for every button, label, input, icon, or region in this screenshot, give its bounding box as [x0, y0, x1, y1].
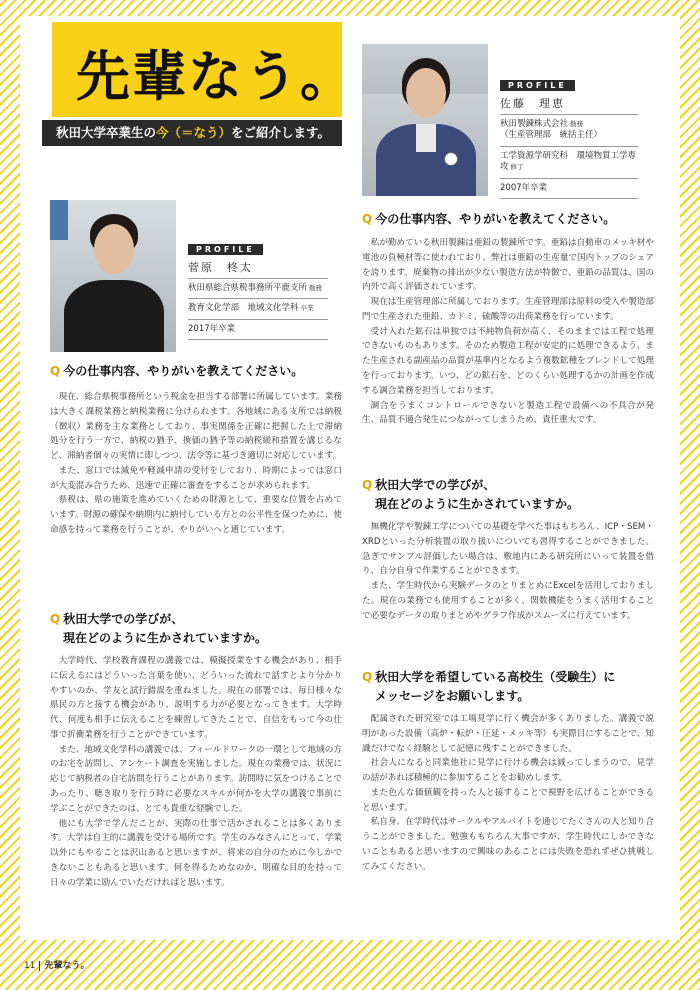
question-text-line2: 現在どのように生かされていますか。 [375, 496, 580, 511]
subtitle-pre: 秋田大学卒業生の [56, 125, 157, 140]
paragraph: また、窓口では減免や軽減申請の受付をしており、時期によっては窓口が大変混み合うため、迅速で正確に審査をすることが求められます。 [50, 465, 342, 491]
footer-divider [39, 961, 40, 971]
question-text: 今の仕事内容、やりがいを教えてください。 [63, 364, 304, 378]
profile-org-name: 秋田製錬株式会社 [500, 119, 569, 129]
paragraph: 県税は、県の施策を進めていくための財源として、重要な位置を占めています。財源の確保や納期内に納付している方との公平性を保つために、使命感を持って業務を行うことが、やりがいへと通じています。 [50, 495, 342, 536]
paragraph: 受け入れた鉱石は単独では不純物負荷が高く、そのままでは工程で処理できないものもあります。そのため製造工程が安定的に処理できるよう、また生産される副産品の品質が基準内となるよう複数鉱種をブレンドして処理を行っております。いつ、どの鉱石を、どのくらい処理するかの計画を作成する調合業務を担当しております。 [362, 326, 654, 396]
paragraph: 私が勤めている秋田製錬は亜鉛の製錬所です。亜鉛は自動車のメッキ材や電池の負極材等に使われており、弊社は亜鉛の生産量で国内トップのシェアを誇ります。廃棄物の排出が少ない製造方法が特徴で、亜鉛の品質は、国の内外で高く評価されています。 [362, 238, 654, 293]
profile-year: 2017年卒業 [188, 320, 328, 340]
right-question-1 [362, 210, 662, 229]
paragraph: 現在、総合県税事務所という税金を担当する部署に所属しています。業務は大きく課税業務と納税業務に分けられます。各地域にある支所では納税（徴収）業務を主な業務としており、事実関係を正確に把握した上で滞納処分を行う一方で、納税の猶予、換価の猶予等の納税緩和措置を講じるなど、滞納者個々の実情に即しつつ、法令等に基づき適切に対応しています。 [50, 392, 342, 462]
right-answer-1 [362, 236, 654, 428]
left-answer-2 [50, 654, 342, 891]
question-icon: Q [362, 212, 373, 226]
question-text: 秋田大学での学びが、 [63, 612, 184, 626]
question-icon: Q [362, 478, 373, 492]
question-icon: Q [50, 364, 61, 378]
paragraph: 現在は生産管理部に所属しております。生産管理部は原料の受入や製造部門で生産された亜鉛、カドミ、硫酸等の出荷業務を行っています。 [362, 297, 654, 322]
profile-dept-name: 工学資源学研究科 環境物質工学専攻 [500, 150, 637, 173]
profile-sato [500, 80, 638, 199]
profile-dept-suffix: 卒業 [300, 304, 314, 313]
paragraph: 配属された研究室では工場見学に行く機会が多くありました。講義で説明があった設備（高炉・転炉・圧延・メッキ等）も実際目にすることで、知識だけでなく経験として記憶に残すことができました。 [362, 714, 654, 754]
profile-org-suffix: 勤務 [309, 284, 323, 292]
profile-sugawara [188, 244, 328, 340]
paragraph: 社会人になると同業他社に見学に行ける機会は減ってしまうので、見学の話があれば積極的に参加することをお勧めします。 [362, 758, 654, 784]
right-answer-3 [362, 712, 654, 875]
portrait-photo-sato [362, 44, 488, 196]
subtitle-highlight: 今（＝なう） [156, 125, 232, 140]
footer-title: 先輩なう。 [44, 961, 90, 971]
profile-year: 2007年卒業 [500, 179, 638, 199]
paragraph: また、地域文化学科の講義では、フィールドワークの一環として地域の方のお宅を訪問し、アンケート調査を実施しました。現在の業務では、状況に応じて納税者の自宅訪問を行うことがあります。訪問時に気をつけることであったり、聴き取りを行う時に必要なスキルが何かを大学の講義で事前に学ぶことができたのは、とても貴重な経験でした。 [50, 744, 342, 814]
profile-org-name: 秋田県総合県税事務所平鹿支所 [188, 283, 308, 293]
paragraph: 無機化学や製錬工学についての基礎を学べた事はもちろん、ICP・SEM・XRDといった分析装置の取り扱いについても習得することができました。急ぎでサンプル評価したい場合は、敷地内にある研究所にいって装置を借り、自分自身で作業することができます。 [362, 522, 654, 577]
question-icon: Q [362, 670, 373, 684]
question-text: 今の仕事内容、やりがいを教えてください。 [375, 212, 616, 226]
page-title: 先輩なう。 [76, 45, 356, 108]
right-question-3 [362, 668, 662, 705]
question-text: 秋田大学を希望している高校生（受験生）に [375, 670, 616, 684]
paragraph: また色んな価値観を持った人と接することで視野を広げることができると思います。 [362, 787, 654, 813]
profile-dept-name: 教育文化学部 地域文化学科 [188, 303, 299, 314]
page-subtitle [42, 120, 342, 146]
question-text-line2: 現在どのように生かされていますか。 [63, 630, 268, 645]
paragraph: 調合をうまくコントロールできないと製造工程で設備への不具合が発生、品質不適合発生につながってしまうため、責任重大です。 [362, 400, 654, 426]
profile-org [188, 279, 328, 299]
profile-dept-suffix: 修了 [510, 163, 524, 172]
profile-tag: PROFILE [188, 244, 263, 255]
subtitle-post: をご紹介します。 [231, 125, 331, 140]
question-text-line2: メッセージをお願いします。 [375, 688, 530, 703]
page-number: 11 [24, 961, 36, 971]
profile-role: （生産管理部 統括主任） [500, 130, 603, 141]
question-text: 秋田大学での学びが、 [375, 478, 496, 492]
left-question-2 [50, 610, 350, 647]
profile-dept [500, 147, 638, 179]
left-answer-1 [50, 390, 342, 538]
paragraph: また、学生時代から実験データのとりまとめにExcelを活用しておりました。現在の業務でも使用することが多く、関数機能をうまく活用することで必要なデータの取りまとめやグラフ作成がスムーズに行えています。 [362, 581, 654, 621]
right-answer-2 [362, 520, 654, 623]
profile-tag: PROFILE [500, 80, 575, 91]
profile-org-suffix: 勤務 [570, 120, 584, 128]
profile-name: 佐藤 理恵 [500, 95, 638, 115]
left-question-1 [50, 362, 350, 381]
page-footer [24, 958, 89, 971]
profile-name: 菅原 柊太 [188, 259, 328, 279]
paragraph: 他にも大学で学んだことが、実際の仕事で活かされることは多くあります。大学は自主的に講義を受ける場所です。学生のみなさんにとって、学業以外にもやることは沢山あると思いますが、将来の自分のために今しかできないこともあると思います。何を得るためなのか、明確な目的を持って日々の学業に励んでいただければと思います。 [50, 818, 342, 888]
profile-dept [188, 299, 328, 319]
right-question-2 [362, 476, 662, 513]
portrait-photo-sugawara [50, 200, 176, 352]
profile-org [500, 115, 638, 147]
paragraph: 私自身、在学時代はサークルやアルバイトを通じてたくさんの人と知り合うことができました。勉強ももちろん大事ですが、学生時代にしかできないこともあると思いますので興味のあることには失敗を恐れずぜひ挑戦してみてください。 [362, 817, 654, 872]
paragraph: 大学時代、学校教育課程の講義では、模擬授業をする機会があり、相手に伝えるにはどういった言葉を使い、どういった流れで話すとより分かりやすいのか、学友と試行錯誤を重ねました。現在の部署では、毎日様々な県民の方と接する機会があり、説明する力が必要となってきます。大学時代、何度も相手に伝えることを練習してきたことで、自信をもって今の仕事で折衝業務を行うことができています。 [50, 656, 342, 740]
question-icon: Q [50, 612, 61, 626]
